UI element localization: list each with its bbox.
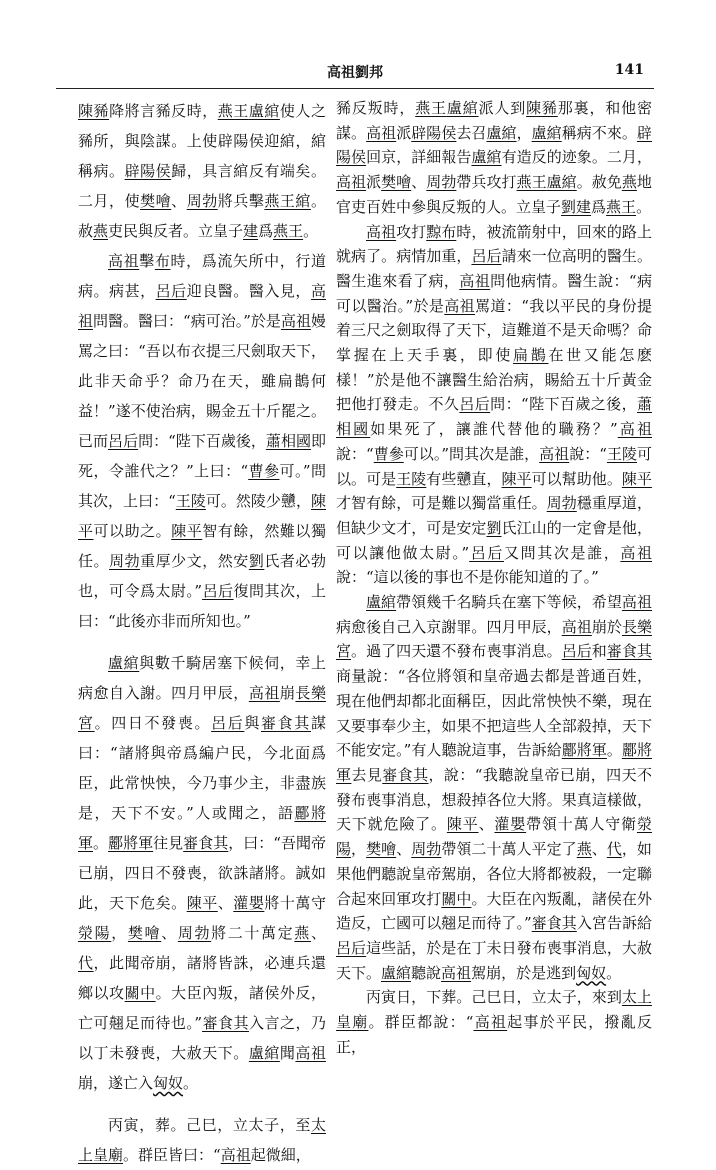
text-run: 。群臣皆曰：“ (123, 1146, 221, 1164)
underlined-name: 審食其 (183, 834, 229, 852)
underlined-name: 高祖 (366, 123, 397, 142)
text-run: 將二十萬定 (211, 924, 295, 942)
underlined-name: 高祖 (108, 252, 140, 270)
classical-paragraph-3 (78, 648, 326, 1098)
underlined-name: 太上皇廟 (78, 1116, 326, 1164)
underlined-name: 陳平 (621, 469, 652, 488)
underlined-name: 高祖 (441, 963, 472, 982)
underlined-name: 太上皇廟 (336, 988, 652, 1032)
text-run: 。大臣內叛，諸侯外反，亡可翹足而待也。” (78, 984, 326, 1032)
text-run: 地官吏百姓中參與反叛的人。立皇子 (336, 173, 652, 216)
page-number: 141 (614, 62, 644, 78)
running-title: 高祖劉邦 (327, 65, 383, 81)
underlined-name: 周勃 (109, 552, 141, 570)
text-run: 說：“這以後的事也不是你能知道的了。” (336, 568, 599, 587)
text-run: 與數千騎居塞下候伺，幸上病愈自入謝。四月甲辰， (78, 654, 326, 702)
text-run: 。 (93, 834, 109, 852)
text-run: 氏江山的一定會是他，可以讓他做太尉。” (336, 518, 652, 562)
underlined-name: 燕王 (217, 102, 249, 120)
underlined-name: 呂后 (211, 714, 245, 732)
underlined-name: 曹參 (248, 462, 280, 480)
translation-paragraph-2 (336, 220, 652, 591)
wavy-underlined-term: 匈奴 (576, 963, 607, 982)
underlined-name: 盧綰 (366, 593, 397, 612)
text-run: 丙寅，葬。己巳，立太子，至 (108, 1116, 311, 1134)
text-run: 才智有餘，可是難以獨當重任。 (336, 494, 547, 513)
text-run: 攻打 (396, 222, 427, 241)
text-run: 穩重厚道，但缺少文才，可是安定 (336, 494, 652, 537)
underlined-name: 審食其 (261, 714, 311, 732)
text-run: 往見 (153, 834, 184, 852)
text-run: 、 (478, 815, 495, 834)
underlined-name: 盧綰 (108, 654, 140, 672)
text-run: 又問其次是誰， (504, 543, 621, 562)
underlined-name: 盧綰 (248, 1044, 280, 1062)
underlined-name: 盧綰 (531, 123, 562, 142)
text-run: 帶領十萬人守衛 (526, 815, 637, 834)
underlined-name: 盧綰 (486, 123, 517, 142)
text-run: 說：“ (336, 444, 374, 463)
underlined-name: 呂后 (108, 432, 139, 450)
underlined-name: 審食其 (531, 914, 577, 933)
underlined-name: 呂后 (336, 938, 367, 957)
text-run: 罵道：“我以平民的身份提着三尺之劍取得了天下，這難道不是天命嗎？命掌握在上天手裏，即使 (336, 296, 652, 365)
underlined-name: 長樂宮 (336, 617, 652, 661)
underlined-name: 陳平 (501, 469, 532, 488)
text-run: 入言之，乃以丁未發喪，大赦天下。 (78, 1014, 326, 1062)
underlined-name: 劉 (248, 552, 265, 570)
text-run: 病愈後自己入京謝罪。四月甲辰， (336, 617, 562, 636)
text-run: ，曰：“吾聞帝已崩，四日不發喪，欲誅諸將。誠如此，天下危矣。 (78, 834, 326, 912)
underlined-name: 周勃 (546, 494, 577, 513)
translation-paragraph-1 (336, 96, 652, 220)
underlined-name: 周勃 (186, 192, 218, 210)
underlined-name: 高祖 (295, 1044, 326, 1062)
text-run: 稱病不來。 (561, 123, 637, 142)
text-run: 、 (161, 924, 178, 942)
text-run: 派人到 (478, 99, 527, 117)
underlined-name: 酈將軍 (561, 741, 607, 760)
text-run: 去召 (456, 123, 487, 142)
underlined-name: 扁鵲 (513, 346, 549, 365)
text-run: 說：“ (569, 444, 607, 463)
text-run: 有些戇直， (426, 469, 502, 488)
classical-text-column (78, 96, 326, 1170)
text-run: 帶兵攻打 (456, 173, 517, 192)
text-run: 復問其次，上曰：“此後亦非而所知也。” (78, 582, 326, 630)
text-run: 。 (183, 1074, 199, 1092)
underlined-name: 曹參 (373, 444, 404, 463)
underlined-name: 滎陽 (336, 815, 652, 859)
text-run: 。四日不發喪。 (94, 714, 212, 732)
text-run: 謀曰：“諸將與帝爲編户民，今北面爲臣，此常怏怏，今乃事少主，非盡族是，天下不安。”人或聞之，語 (78, 714, 326, 822)
text-run: 氏者必勃也，可令爲太尉。” (78, 552, 326, 600)
underlined-name: 王陵 (175, 492, 206, 510)
underlined-name: 高祖 (473, 1013, 508, 1032)
underlined-name: 盧綰 (381, 963, 412, 982)
translation-paragraph-3 (336, 590, 652, 985)
text-run: 問：“陛下百歲之後， (490, 395, 637, 414)
underlined-name: 燕王 (415, 99, 447, 117)
text-run: 問：“陛下百歲後， (138, 432, 266, 450)
underlined-name: 審食其 (606, 642, 652, 661)
text-run: 豨反叛時， (336, 99, 416, 117)
underlined-name: 關中 (441, 889, 472, 908)
underlined-name: 樊噲 (381, 173, 412, 192)
text-run: ，如果他們聽說皇帝駕崩，各位大將都被殺，一定聯合起來回軍攻打 (336, 840, 652, 908)
text-run: 崩 (279, 684, 296, 702)
underlined-name: 陳平 (446, 815, 479, 834)
text-run: 商量說：“各位將領和皇帝過去都是普通百姓，現在他們却都北面稱臣，因此常怏怏不樂，現在又要事奉少主，如果不把這些人全部殺掉，天下不能安定。”有人聽說這事，告訴給 (336, 667, 652, 760)
classical-paragraph-2 (78, 246, 326, 636)
text-run: 、 (310, 924, 326, 942)
text-run: 起事於平民，撥亂反正， (336, 1013, 652, 1056)
page-header (56, 60, 654, 82)
underlined-name: 燕王綰 (264, 192, 311, 210)
text-run: ，此聞帝崩，諸將皆誅，必連兵還鄉以攻 (78, 954, 326, 1002)
text-run: 嫚罵之曰：“吾以布衣提三尺劍取天下，此非天命乎？命乃在天，雖扁鵲何益！”遂不使治病，賜金五十斤罷之。已而 (78, 312, 326, 450)
text-run: 。 (606, 741, 622, 760)
text-run: 智有餘，然難以獨任。 (78, 522, 326, 570)
underlined-name: 高祖 (459, 271, 491, 290)
text-run: 可。”問其次，上曰：“ (78, 462, 326, 510)
underlined-name: 高祖 (78, 282, 326, 330)
text-run: 駕崩，於是逃到 (471, 963, 577, 982)
text-run: 。 (636, 197, 652, 216)
text-run: 時，爲流矢所中，行道病。病甚， (78, 252, 326, 300)
underlined-name: 燕 (576, 840, 592, 859)
underlined-name: 辟陽侯 (411, 123, 457, 142)
text-run: 即死，令誰代之？”上曰：“ (78, 432, 326, 480)
text-run: 。 (606, 963, 622, 982)
text-run: 爲 (258, 222, 274, 240)
underlined-name: 關中 (124, 984, 156, 1002)
text-run: 可。然陵少戇， (205, 492, 311, 510)
underlined-name: 酈將軍 (78, 804, 326, 852)
classical-paragraph-4 (78, 1110, 326, 1170)
translation-paragraph-4 (336, 985, 652, 1059)
text-run: 如果死了，讓誰代替他的職務？” (370, 420, 618, 439)
text-run: 去見 (351, 765, 383, 784)
text-run: 崩，遂亡入 (78, 1074, 154, 1092)
underlined-name: 長樂宮 (78, 684, 326, 732)
underlined-name: 高祖 (220, 1146, 251, 1164)
text-run: 入宮告訴給 (576, 914, 652, 933)
text-run: ，說：“我聽說皇帝已崩，四天不發布喪事消息，想殺掉各位大將。果真這樣做，天下就危險了。 (336, 765, 652, 834)
underlined-name: 盧綰 (446, 99, 479, 117)
text-run: 可以。”問其次是誰， (403, 444, 540, 463)
text-run: 派 (396, 123, 412, 142)
text-run: 。大臣在內叛亂，諸侯在外造反，亡國可以翹足而待了。” (336, 889, 652, 933)
text-run: 在世又能怎麽樣！”於是他不讓醫生給治病，賜給五十斤黃金把他打發走。不久 (336, 346, 652, 414)
underlined-name: 高祖 (280, 312, 311, 330)
underlined-name: 呂后 (469, 543, 505, 562)
underlined-name: 高祖 (366, 222, 397, 241)
text-run: 問醫。醫曰：“病可治。”於是 (93, 312, 281, 330)
text-run: ， (111, 924, 128, 942)
underlined-name: 樊噲 (140, 192, 172, 210)
underlined-name: 灌嬰 (494, 815, 527, 834)
underlined-name: 呂后 (471, 247, 502, 266)
underlined-name: 審食其 (202, 1014, 250, 1032)
underlined-name: 周勃 (177, 924, 212, 942)
translation-text-column (336, 96, 652, 1059)
underlined-name: 劉 (486, 518, 502, 537)
text-run: 丙寅日，下葬。己巳日，立太子，來到 (366, 988, 622, 1007)
underlined-name: 高祖 (336, 173, 367, 192)
underlined-name: 呂后 (202, 582, 234, 600)
underlined-name: 陳平 (78, 492, 326, 540)
underlined-name: 灌嬰 (233, 894, 265, 912)
underlined-name: 陳平 (171, 522, 203, 540)
text-run: 擊 (139, 252, 155, 270)
text-run: 時，被流箭射中，回來的路上就病了。病情加重， (336, 222, 652, 266)
underlined-name: 呂后 (561, 642, 592, 661)
underlined-name: 陳豨 (526, 99, 558, 117)
underlined-name: 陳平 (186, 894, 218, 912)
text-run: 、 (171, 192, 187, 210)
text-run: 、 (396, 840, 412, 859)
underlined-name: 周勃 (426, 173, 457, 192)
underlined-name: 燕 (93, 222, 109, 240)
underlined-name: 黥布 (426, 222, 457, 241)
underlined-name: 樊噲 (366, 840, 397, 859)
text-run: 迎良醫。醫入見， (186, 282, 311, 300)
text-run: 問他病情。醫生說：“病可以醫治。”於是 (336, 271, 652, 315)
underlined-name: 王陵 (396, 469, 427, 488)
underlined-name: 燕 (294, 924, 311, 942)
underlined-name: 酈將軍 (336, 741, 652, 784)
text-run: ， (516, 123, 532, 142)
underlined-name: 高祖 (620, 543, 652, 562)
text-run: 重厚少文，然安 (140, 552, 249, 570)
text-run: 降將言豨反時， (109, 102, 218, 120)
text-run: 起微細， (250, 1146, 311, 1164)
underlined-name: 呂后 (459, 395, 491, 414)
header-rule (56, 88, 654, 89)
underlined-name: 審食其 (382, 765, 429, 784)
underlined-name: 建 (243, 222, 259, 240)
text-run: 和 (591, 642, 607, 661)
text-run: 、 (217, 894, 234, 912)
underlined-name: 代 (78, 954, 94, 972)
underlined-name: 燕 (621, 173, 637, 192)
text-run: 帶領幾千名騎兵在塞下等候，希望 (396, 593, 622, 612)
text-run: 爲 (591, 197, 607, 216)
underlined-name: 蕭相國 (265, 432, 311, 450)
underlined-name: 盧綰 (248, 102, 280, 120)
text-run: 吏民與反者。立皇子 (108, 222, 244, 240)
text-run: 聽說 (411, 963, 442, 982)
underlined-name: 高祖 (621, 593, 652, 612)
underlined-name: 高祖 (539, 444, 570, 463)
classical-paragraph-1 (78, 96, 326, 246)
text-run: 。過了四天還不發布喪事消息。 (351, 642, 562, 661)
text-run: 可以。可是 (336, 444, 652, 488)
text-run: 。赦免 (576, 173, 622, 192)
text-run: 帶領二十萬人平定了 (441, 840, 577, 859)
text-run: 。群臣都說：“ (368, 1013, 474, 1032)
underlined-name: 燕王 (273, 222, 304, 240)
wavy-underlined-term: 匈奴 (153, 1074, 184, 1092)
text-run: 可以助之。 (93, 522, 172, 540)
underlined-name: 燕王 (516, 173, 547, 192)
underlined-name: 高祖 (617, 420, 652, 439)
underlined-name: 樊噲 (127, 924, 162, 942)
text-run: 將十萬守 (264, 894, 326, 912)
text-run: 。 (303, 222, 319, 240)
underlined-name: 高祖 (561, 617, 592, 636)
text-run: 。赦 (78, 192, 326, 240)
text-run: 可以幫助他。 (531, 469, 622, 488)
text-run: 使人之豨所，與陰謀。上使辟陽侯迎綰，綰稱病。 (78, 102, 326, 180)
text-run: ， (351, 840, 367, 859)
underlined-name: 蕭相國 (336, 395, 652, 439)
underlined-name: 王陵 (606, 444, 637, 463)
text-run: 有造反的迹象。二月， (501, 148, 652, 167)
underlined-name: 呂后 (155, 282, 187, 300)
underlined-name: 高祖 (444, 296, 476, 315)
text-run: 請來一位高明的醫生。醫生進來看了病， (336, 247, 652, 290)
text-run: 聞 (279, 1044, 296, 1062)
underlined-name: 辟陽侯 (336, 123, 652, 167)
underlined-name: 劉建 (561, 197, 592, 216)
text-run: 那裏，和他密謀。 (336, 99, 652, 142)
underlined-name: 辟陽侯 (124, 162, 172, 180)
underlined-name: 陳豨 (78, 102, 110, 120)
underlined-name: 盧綰 (546, 173, 577, 192)
text-run: 、 (411, 173, 427, 192)
underlined-name: 高祖 (248, 684, 280, 702)
text-run: 與 (244, 714, 262, 732)
underlined-name: 盧綰 (471, 148, 502, 167)
underlined-name: 酈將軍 (108, 834, 154, 852)
underlined-name: 代 (606, 840, 622, 859)
text-run: 派 (366, 173, 382, 192)
underlined-name: 布 (154, 252, 171, 270)
text-run: 歸，具言綰反有端矣。二月，使 (78, 162, 326, 210)
text-run: 將兵擊 (217, 192, 265, 210)
text-run: 回京，詳細報告 (366, 148, 472, 167)
underlined-name: 滎陽 (78, 924, 112, 942)
underlined-name: 燕王 (606, 197, 637, 216)
underlined-name: 周勃 (411, 840, 442, 859)
text-run: 、 (591, 840, 607, 859)
text-run: 這些話，於是在丁未日發布喪事消息，大赦天下。 (336, 938, 652, 982)
text-run: 崩於 (591, 617, 622, 636)
